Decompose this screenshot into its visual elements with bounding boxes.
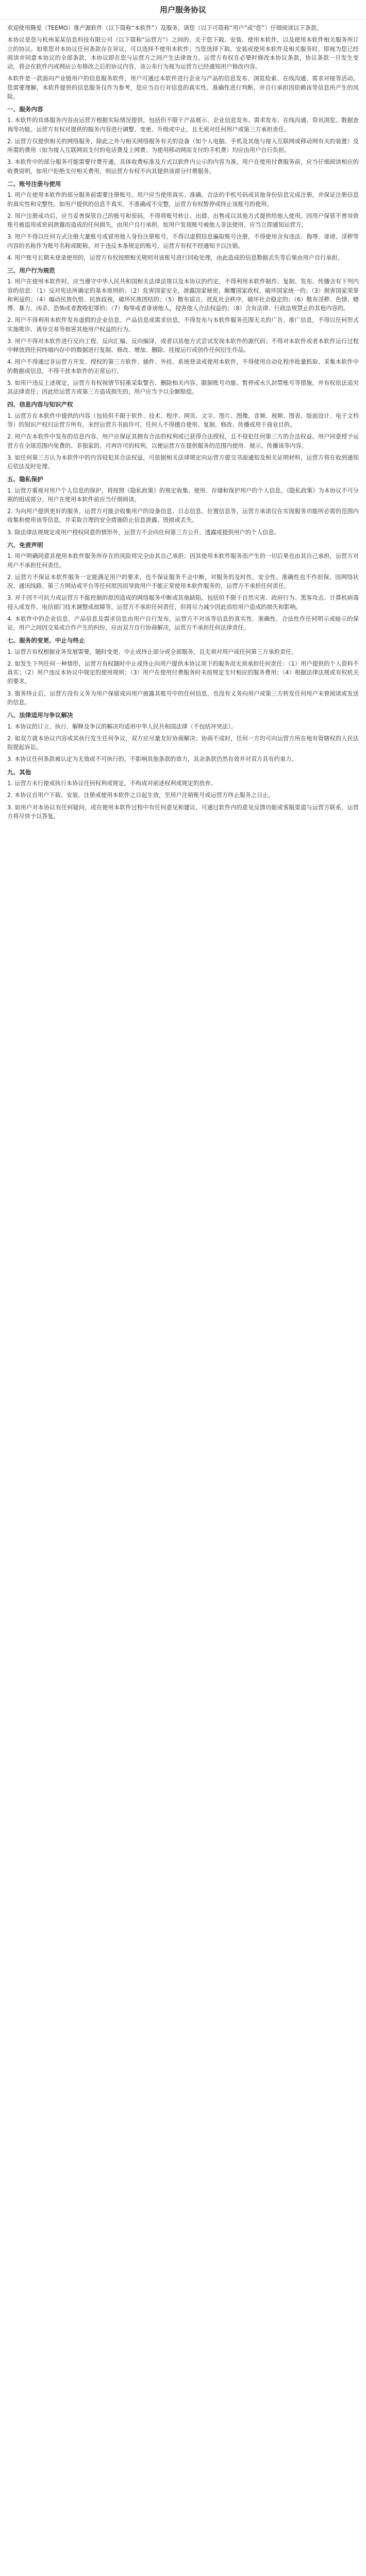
- agreement-body: [0, 20, 366, 834]
- agreement-paragraph: 欢迎使用腾爱（TEEMO）推产源软件（以下简称“本软件”）及服务，请您（以下可简称“用户”或“您”）仔细阅读以下条款。: [7, 25, 323, 31]
- page-title: 用户服务协议: [159, 5, 206, 14]
- agreement-paragraph: 2. 用户不得利用本软件发布虚假的企业信息、产品信息或需求信息，不得发布与本软件服务范围无关的广告、推广信息，不得以任何形式实施欺诈、诱导交易等损害其他用户权益的行为。: [7, 317, 359, 333]
- section-heading: 四、信息内容与知识产权: [7, 401, 73, 409]
- agreement-paragraph: 1. 本软件的具体服务内容由运营方根据实际情况提供，包括但不限于产品展示、企业信息发布、需求发布、在线沟通、资讯浏览、数据查询等功能。运营方有权对提供的服务内容进行调整、变更、升级或中止，且无须对任何用户或第三方承担责任。: [7, 117, 359, 133]
- agreement-section: [7, 24, 359, 101]
- agreement-paragraph: 2. 运营方不保证本软件服务一定能满足用户的要求，也不保证服务不会中断，对服务的及时性、安全性、准确性也不作担保。因网络状况、通讯线路、第三方网站或平台等任何原因而导致用户不能正常使用本软件服务的，运营方不承担任何责任。: [7, 573, 359, 590]
- agreement-paragraph: 3. 用户不得以任何方式注册大量账号或冒用他人身份注册账号，不得以虚假信息骗取账号注册，不得使用含有违法、侮辱、诽谤、淫秽等内容的名称作为账号名称或昵称。对于违反本条规定的账号，运营方有权不经通知予以注销。: [7, 233, 359, 249]
- agreement-section: [7, 711, 359, 764]
- agreement-section: [7, 541, 359, 632]
- section-heading: 七、服务的变更、中止与终止: [7, 637, 85, 645]
- agreement-paragraph: 1. 运营方在本软件中提供的内容（包括但不限于软件、技术、程序、网页、文字、图片、图像、音频、视频、图表、版面设计、电子文档等）的知识产权归运营方所有。未经运营方书面许可，任何人不得擅自使用、复制、修改、传播或用于商业目的。: [7, 412, 359, 429]
- agreement-paragraph: 3. 服务终止后，运营方没有义务为用户保留或向用户披露其账号中的任何信息，也没有义务向用户或第三方转发任何用户未曾阅读或发送的信息。: [7, 690, 359, 706]
- agreement-paragraph: 4. 用户账号长期未登录使用的，运营方有权按照相关规则对该账号进行回收处理，由此造成的信息数据丢失等后果由用户自行承担。: [7, 254, 343, 261]
- agreement-section: [7, 266, 359, 396]
- section-heading: 三、用户行为规范: [7, 267, 55, 275]
- agreement-paragraph: 1. 运营方有权根据业务发展需要，随时变更、中止或终止部分或全部服务，且无须对用户或任何第三方承担责任。: [7, 648, 297, 655]
- section-heading: 一、服务内容: [7, 106, 43, 113]
- agreement-paragraph: 3. 本软件中的部分服务可能需要付费开通，具体收费标准及方式以软件内公示的内容为准。用户在使用付费服务前，应当仔细阅读相应的收费说明，如用户拒绝支付相关费用，则运营方有权不向其提供该部分付费服务。: [7, 159, 359, 175]
- agreement-paragraph: 4. 用户不得通过非运营方开发、授权的第三方软件、插件、外挂、系统登录或使用本软件，不得使用自动化程序批量抓取、采集本软件中的数据或信息，不得干扰本软件的正常运行。: [7, 359, 359, 375]
- agreement-paragraph: 1. 用户明确同意其使用本软件服务所存在的风险将完全由其自己承担；因其使用本软件服务而产生的一切后果也由其自己承担，运营方对用户不承担任何责任。: [7, 553, 359, 569]
- agreement-paragraph: 1. 用户在使用本软件时，应当遵守中华人民共和国相关法律法规以及本协议的约定，不得利用本软件制作、复制、发布、传播含有下列内容的信息：（1）反对宪法所确定的基本原则的；（2）危害国家安全，泄露国家秘密，颠覆国家政权，破坏国家统一的；（3）损害国家荣誉和利益的；（4）煽动民族仇恨、民族歧视，破坏民族团结的；（5）散布谣言，扰乱社会秩序，破坏社会稳定的；（6）散布淫秽、色情、赌博、暴力、凶杀、恐怖或者教唆犯罪的；（7）侮辱或者诽谤他人，侵害他人合法权益的；（8）含有法律、行政法规禁止的其他内容的。: [7, 278, 359, 312]
- agreement-paragraph: 3. 如用户对本协议有任何疑问，或在使用本软件过程中有任何意见和建议，可通过软件内的意见反馈功能或客服渠道与运营方联系，运营方将尽快予以答复。: [7, 804, 359, 820]
- agreement-paragraph: 3. 用户不得对本软件进行反向工程、反向汇编、反向编译，或者以其他方式尝试发现本软件的源代码；不得对本软件或者本软件运行过程中释放到任何终端内存中的数据进行复制、修改、增加、删除、挂接运行或创作任何衍生作品。: [7, 337, 359, 354]
- agreement-paragraph: 1. 运营方重视对用户个人信息的保护，将按照《隐私政策》的规定收集、使用、存储和保护用户的个人信息。《隐私政策》为本协议不可分割的组成部分，用户在使用本软件前应当仔细阅读。: [7, 487, 359, 503]
- agreement-paragraph: 1. 用户在使用本软件的部分服务前需要注册账号。用户应当使用真实、准确、合法的手机号码或其他身份信息完成注册，并保证注册信息的真实性和完整性。如用户提供的信息不真实、不准确或不完整，运营方有权暂停或终止该账号的使用。: [7, 192, 359, 208]
- agreement-paragraph: 本协议是您与杭州某某信息科技有限公司（以下简称“运营方”）之间的、关于您下载、安装、使用本软件，以及使用本软件相关服务所订立的协议。如果您对本协议任何条款存在异议，可以选择不使用本软件；当您选择下载、安装或使用本软件及相关服务时，即视为您已经阅读并同意本协议的全部条款，本协议即在您与运营方之间产生法律效力。运营方有权在必要时修改本协议条款，协议条款一旦发生变动，将会在软件内或网站公布修改之后的协议内容，该公布行为视为运营方已经通知用户修改内容。: [7, 37, 359, 70]
- section-heading: 五、隐私保护: [7, 476, 43, 483]
- section-heading: 八、法律适用与争议解决: [7, 711, 73, 719]
- agreement-paragraph: 2. 本协议自用户下载、安装、注册或使用本软件之日起生效，至用户注销账号或运营方终止服务之日止。: [7, 792, 274, 799]
- agreement-paragraph: 5. 如用户违反上述规定，运营方有权视情节轻重采取警告、删除相关内容、限制账号功能、暂停或永久封禁账号等措施，并有权依法追究其法律责任；因此给运营方或第三方造成损失的，用户应当予以全额赔偿。: [7, 379, 359, 396]
- agreement-paragraph: 3. 本协议任何条款被认定为无效或不可执行的，不影响其他条款的效力，其余条款仍然有效并对双方具有约束力。: [7, 756, 297, 763]
- title-bar: [0, 0, 366, 20]
- agreement-paragraph: 2. 用户注册成功后，应当妥善保管自己的账号和密码，不得将账号转让、出借、出售或以其他方式提供给他人使用。因用户保管不善导致账号被盗用或密码泄露而造成的任何损失，由用户自行承担。如用户发现账号被他人非法使用，应当立即通知运营方。: [7, 212, 359, 229]
- agreement-section: [7, 105, 359, 176]
- agreement-section: [7, 180, 359, 262]
- agreement-section: [7, 400, 359, 471]
- section-heading: 九、其他: [7, 768, 31, 776]
- agreement-section: [7, 768, 359, 821]
- agreement-section: [7, 475, 359, 537]
- agreement-paragraph: 2. 运营方仅提供相关的网络服务，除此之外与相关网络服务有关的设备（如个人电脑、手机及其他与接入互联网或移动网有关的装置）及所需的费用（如为接入互联网而支付的电话费及上网费、为使用移动网而支付的手机费）均应由用户自行负担。: [7, 138, 359, 154]
- agreement-paragraph: 2. 为向用户提供更好的服务，运营方可能会收集用户的设备信息、日志信息、位置信息等，运营方承诺仅在实现服务功能所必需的范围内收集和使用该等信息，并采取合理的安全措施防止信息泄露、毁损或丢失。: [7, 508, 359, 524]
- agreement-paragraph: 1. 运营方未行使或执行本协议任何权利或规定，不构成对前述权利或规定的放弃。: [7, 780, 217, 787]
- agreement-paragraph: 1. 本协议的订立、执行、解释及争议的解决均适用中华人民共和国法律（不包括冲突法）。: [7, 723, 237, 730]
- agreement-section: [7, 636, 359, 707]
- agreement-paragraph: 4. 本软件中的企业信息、产品信息及需求信息由用户自行发布，运营方不对该等信息的真实性、准确性、合法性作任何明示或暗示的保证。用户之间因交易或合作产生的纠纷，应由双方自行协商解决，运营方不承担任何法律责任。: [7, 615, 359, 632]
- agreement-paragraph: 2. 如双方就本协议内容或其执行发生任何争议，双方应尽量友好协商解决；协商不成时，任何一方均可向运营方所在地有管辖权的人民法院提起诉讼。: [7, 735, 359, 751]
- agreement-paragraph: 2. 用户在本软件中发布的信息内容，用户应保证其拥有合法的权利或已获得合法授权，且不侵犯任何第三方的合法权益。用户同意授予运营方在全球范围内免费的、非独家的、可再许可的权利，以便运营方在提供服务的范围内使用、展示、传播该等内容。: [7, 433, 359, 449]
- section-heading: 二、账号注册与使用: [7, 180, 61, 188]
- agreement-paragraph: 3. 如任何第三方认为本软件中的内容侵犯其合法权益，可依据相关法律规定向运营方提交书面通知及相关证明材料，运营方将在收到通知后依法及时处理。: [7, 454, 359, 470]
- agreement-paragraph: 3. 除法律法规规定或用户授权同意的情形外，运营方不会向任何第三方公开、透露或提供用户的个人信息。: [7, 529, 280, 536]
- agreement-paragraph: 本软件是一款面向产业链用户的信息服务软件，用户可通过本软件进行企业与产品的信息发布、浏览检索、在线沟通、需求对接等活动。您需要理解，本软件提供的信息服务仅作为参考，您应当自行对信息的真实性、准确性进行判断，并自行承担因依赖该等信息所产生的风险。: [7, 75, 359, 100]
- section-heading: 六、免责声明: [7, 541, 43, 549]
- agreement-paragraph: 2. 如发生下列任何一种情形，运营方有权随时中止或终止向用户提供本协议项下的服务而无须承担任何责任：（1）用户提供的个人资料不真实；（2）用户违反本协议中规定的使用规则；（3）用户在使用付费服务时未按规定支付相应的服务费用；（4）根据法律法规或有权机关的要求。: [7, 660, 359, 685]
- agreement-paragraph: 3. 对于因不可抗力或运营方不能控制的原因造成的网络服务中断或其他缺陷，包括但不限于自然灾害、政府行为、黑客攻击、计算机病毒侵入或发作、电信部门技术调整或故障等，运营方不承担任何责任，但将尽力减少因此而给用户造成的损失和影响。: [7, 595, 359, 611]
